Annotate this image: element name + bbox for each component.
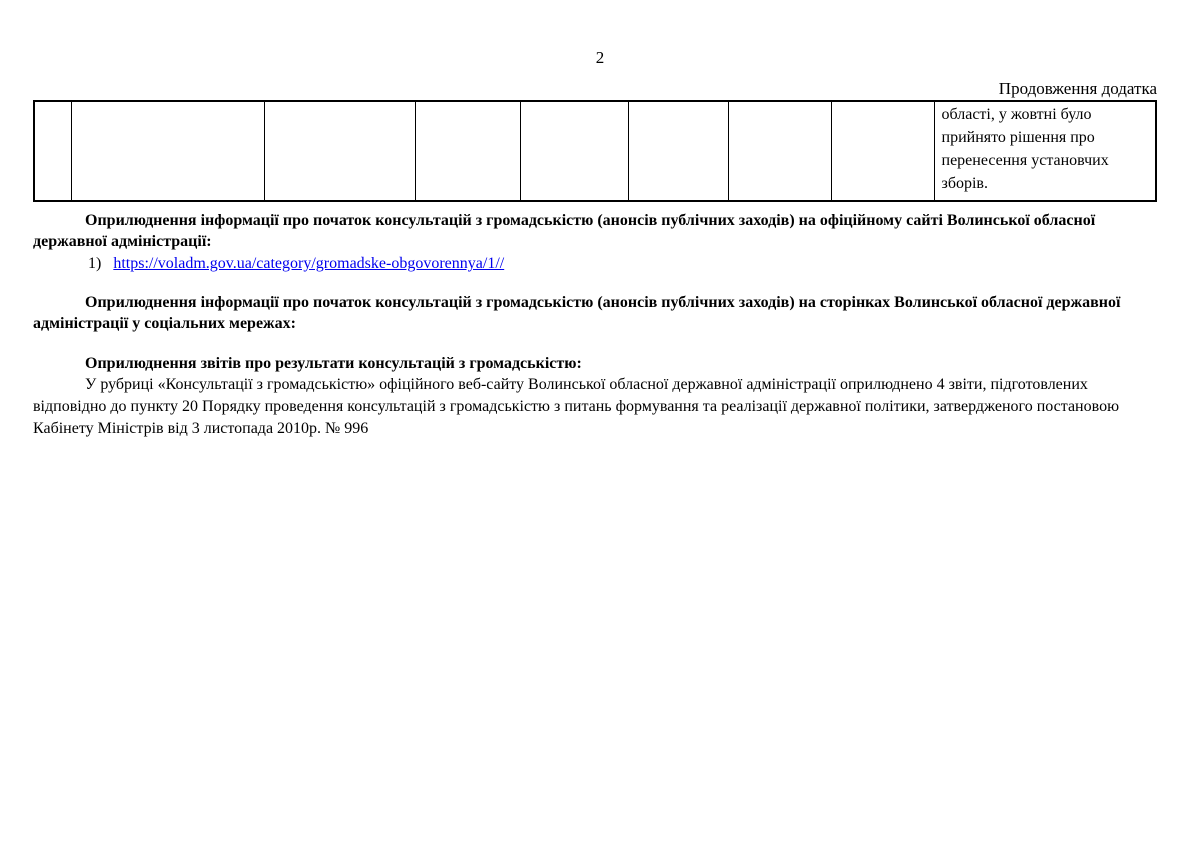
table-row [34,101,1156,201]
gromadske-obgovorennya-link[interactable]: https://voladm.gov.ua/category/gromadske-obgovorennya/1// [113,255,505,272]
table-cell-2 [71,101,264,201]
list-item-marker: 1) [88,255,102,272]
section2-heading: Оприлюднення інформації про початок консультацій з громадськістю (анонсів публічних заходів) на сторінках Волинської обласної державної адміністрації у соціальних мережах: [33,294,1121,332]
page-number: 2 [595,48,605,67]
section3-heading: Оприлюднення звітів про результати консультацій з громадськістю: [85,355,582,372]
table-cell-3 [264,101,415,201]
continuation-note: Продовження додатка [998,79,1157,98]
table-cell-1 [34,101,71,201]
table-cell-8 [831,101,934,201]
appendix-table [33,100,1157,202]
list-item-1 [88,253,1163,274]
table-cell-6 [628,101,728,201]
section3-body: У рубриці «Консультації з громадськістю» офіційного веб-сайту Волинської обласної державної адміністрації оприлюднено 4 звіти, підготовлених відповідно до пункту 20 Порядку проведення консультацій з громадськістю з питань формування та реалізації державної політики, затвердженого постановою Кабінету Міністрів від 3 листопада 2010р. № 996 [33,376,1120,437]
table-cell-4 [415,101,520,201]
table-cell-7 [728,101,831,201]
table-cell-5 [520,101,628,201]
table-cell-note: області, у жовтні було прийнято рішення про перенесення установчих зборів. [934,101,1156,201]
section1-heading: Оприлюднення інформації про початок консультацій з громадськістю (анонсів публічних заходів) на офіційному сайті Волинської обласної державної адміністрації: [33,212,1096,250]
